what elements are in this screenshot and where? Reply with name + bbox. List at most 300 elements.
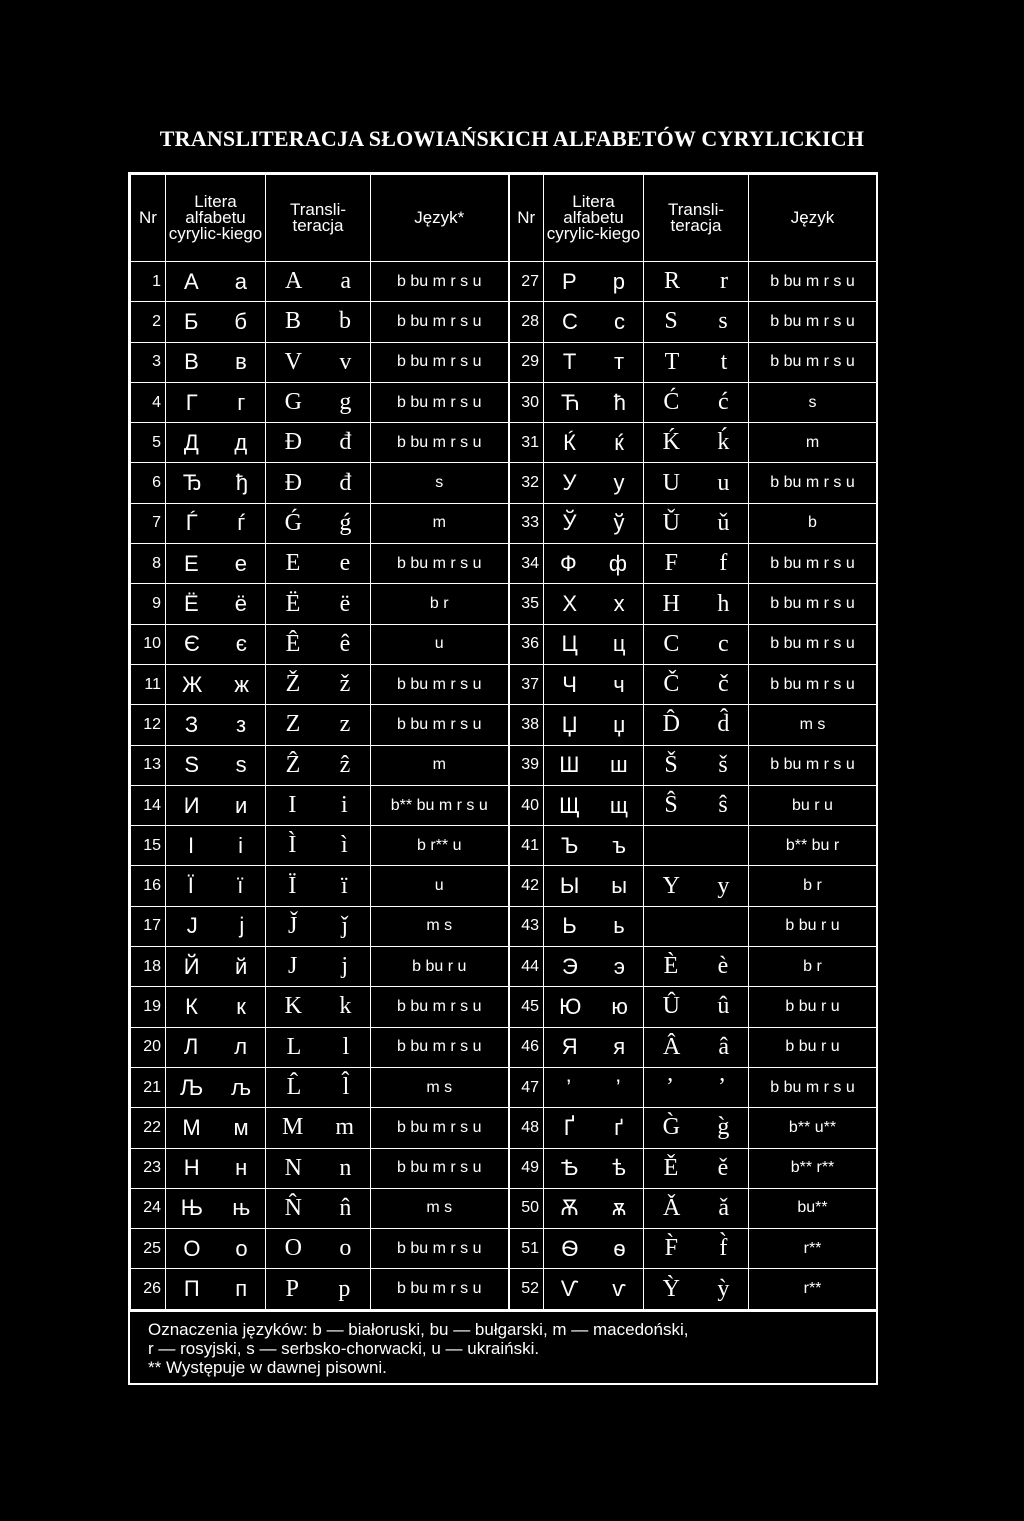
latin-upper: Š	[664, 751, 678, 778]
table-row	[131, 785, 877, 825]
latin-upper: Z	[285, 711, 301, 738]
latin-cell	[266, 826, 371, 866]
language-cell-right: b** bu r	[749, 826, 877, 866]
cyrillic-upper: Щ	[559, 792, 580, 818]
row-number-right: 49	[509, 1148, 544, 1188]
latin-upper: V	[284, 348, 302, 375]
latin-cell-right	[644, 664, 749, 704]
row-number-right: 36	[509, 624, 544, 664]
cyrillic-lower: ґ	[614, 1114, 624, 1140]
latin-upper: U	[662, 469, 680, 496]
cyrillic-upper: Ф	[560, 550, 577, 576]
latin-lower: ḱ	[717, 429, 730, 456]
language-cell-right: b bu m r s u	[749, 584, 877, 624]
cyrillic-cell	[166, 503, 266, 543]
latin-lower: u	[717, 469, 730, 496]
table-row	[131, 1148, 877, 1188]
latin-upper: E	[285, 550, 301, 577]
latin-upper: P	[285, 1275, 300, 1302]
cyrillic-upper: Э	[561, 953, 578, 979]
cyrillic-lower: д	[234, 429, 248, 455]
latin-cell	[266, 866, 371, 906]
cyrillic-lower: ѣ	[612, 1155, 626, 1181]
cyrillic-lower: п	[235, 1276, 248, 1302]
row-number-right: 31	[509, 423, 544, 463]
latin-lower: c	[718, 630, 729, 657]
legend-line-3: ** Występuje w dawnej pisowni.	[148, 1357, 387, 1377]
table-row	[131, 947, 877, 987]
latin-upper: Ë	[285, 590, 301, 617]
cyrillic-lower: е	[234, 550, 247, 576]
language-cell-right: r**	[749, 1229, 877, 1269]
row-number-right: 39	[509, 745, 544, 785]
row-number-right: 33	[509, 503, 544, 543]
cyrillic-lower: ј	[239, 913, 245, 939]
cyrillic-cell	[166, 382, 266, 422]
row-number-right: 38	[509, 705, 544, 745]
row-number: 20	[131, 1027, 166, 1067]
row-number: 7	[131, 503, 166, 543]
latin-lower: i	[340, 792, 348, 818]
latin-upper: Ě	[663, 1154, 679, 1181]
table-row	[131, 1269, 877, 1309]
cyrillic-upper: Ѣ	[561, 1155, 579, 1181]
cyrillic-upper: С	[562, 308, 578, 334]
row-number: 16	[131, 866, 166, 906]
language-cell-right: b bu m r s u	[749, 745, 877, 785]
latin-lower: ǰ	[341, 912, 348, 939]
row-number: 4	[131, 382, 166, 422]
latin-lower: è	[717, 953, 729, 980]
latin-lower: o	[339, 1235, 352, 1262]
transliteration-grid	[130, 174, 877, 1310]
language-cell: b bu m r s u	[371, 342, 509, 382]
latin-upper: A	[285, 268, 303, 295]
cyrillic-cell-right	[544, 664, 644, 704]
language-cell-right: b bu m r s u	[749, 342, 877, 382]
language-cell-right: b bu r u	[749, 1027, 877, 1067]
cyrillic-cell	[166, 544, 266, 584]
latin-upper: Ǎ	[663, 1194, 681, 1221]
latin-lower: m	[335, 1114, 354, 1141]
language-cell-right: b bu r u	[749, 906, 877, 946]
latin-lower: f̀	[719, 1235, 728, 1262]
cyrillic-lower: м	[233, 1114, 249, 1140]
language-cell-right: b** r**	[749, 1148, 877, 1188]
header-language-right: Język	[749, 175, 877, 262]
language-cell: b bu r u	[371, 947, 509, 987]
latin-lower: f	[719, 550, 728, 577]
table-row	[131, 544, 877, 584]
cyrillic-cell-right	[544, 866, 644, 906]
row-number: 23	[131, 1148, 166, 1188]
latin-upper: Ḱ	[662, 429, 680, 456]
cyrillic-lower: б	[234, 308, 247, 334]
cyrillic-lower: ѓ	[237, 510, 246, 536]
row-number-right: 45	[509, 987, 544, 1027]
cyrillic-cell-right	[544, 705, 644, 745]
latin-cell-right	[644, 785, 749, 825]
cyrillic-lower: ч	[613, 671, 625, 697]
row-number: 6	[131, 463, 166, 503]
row-number-right: 43	[509, 906, 544, 946]
cyrillic-lower: н	[235, 1155, 248, 1181]
language-cell-right: b r	[749, 947, 877, 987]
cyrillic-upper: И	[183, 792, 200, 818]
latin-lower: b	[338, 308, 351, 335]
language-cell: b bu m r s u	[371, 664, 509, 704]
latin-lower: n̂	[339, 1194, 352, 1221]
cyrillic-upper: О	[183, 1235, 201, 1261]
row-number: 12	[131, 705, 166, 745]
row-number-right: 34	[509, 544, 544, 584]
language-cell: m s	[371, 1188, 509, 1228]
latin-cell-right	[644, 705, 749, 745]
cyrillic-lower: ь	[613, 913, 625, 939]
latin-lower: e	[339, 550, 351, 577]
cyrillic-lower: і	[238, 832, 243, 858]
cyrillic-cell	[166, 906, 266, 946]
language-cell-right: r**	[749, 1269, 877, 1309]
latin-upper: Ï	[288, 872, 297, 899]
latin-upper: Û	[662, 993, 680, 1020]
cyrillic-cell	[166, 262, 266, 302]
row-number: 15	[131, 826, 166, 866]
latin-upper: L	[286, 1033, 302, 1060]
latin-cell	[266, 584, 371, 624]
row-number-right: 47	[509, 1067, 544, 1107]
cyrillic-lower: х	[613, 591, 625, 617]
language-cell: m s	[371, 906, 509, 946]
table-row	[131, 826, 877, 866]
latin-upper: Â	[663, 1033, 681, 1060]
language-cell-right: b bu m r s u	[749, 664, 877, 704]
latin-cell	[266, 463, 371, 503]
row-number-right: 51	[509, 1229, 544, 1269]
cyrillic-lower: ъ	[612, 832, 627, 858]
latin-lower: d̂	[717, 711, 730, 738]
row-number: 9	[131, 584, 166, 624]
latin-upper: Ǵ	[284, 509, 302, 536]
cyrillic-lower: т	[614, 349, 625, 375]
table-row	[131, 1188, 877, 1228]
latin-upper: Đ	[284, 469, 302, 496]
cyrillic-lower: з	[235, 711, 247, 737]
cyrillic-lower: ж	[234, 671, 249, 697]
latin-lower: a	[340, 268, 351, 295]
cyrillic-cell	[166, 705, 266, 745]
table-row	[131, 664, 877, 704]
cyrillic-lower: ђ	[235, 470, 249, 496]
latin-cell	[266, 302, 371, 342]
row-number: 21	[131, 1067, 166, 1107]
cyrillic-cell-right	[544, 262, 644, 302]
latin-lower: ẑ	[339, 751, 351, 778]
cyrillic-upper: Я	[561, 1034, 578, 1060]
cyrillic-upper: Ч	[562, 671, 577, 697]
language-cell-right: b bu m r s u	[749, 1067, 877, 1107]
latin-lower: ì	[340, 832, 348, 859]
cyrillic-cell-right	[544, 584, 644, 624]
language-cell-right: bu r u	[749, 785, 877, 825]
latin-cell	[266, 1027, 371, 1067]
latin-lower: â	[718, 1033, 729, 1060]
row-number: 5	[131, 423, 166, 463]
latin-upper: G̀	[662, 1114, 680, 1141]
latin-upper: J	[287, 953, 298, 980]
language-cell: b** bu m r s u	[371, 785, 509, 825]
latin-cell	[266, 785, 371, 825]
cyrillic-lower: й	[234, 953, 248, 979]
row-number: 18	[131, 947, 166, 987]
row-number-right: 32	[509, 463, 544, 503]
cyrillic-upper: Ѓ	[185, 510, 198, 536]
row-number-right: 30	[509, 382, 544, 422]
latin-upper: Y	[662, 872, 680, 899]
latin-upper: M	[281, 1114, 304, 1141]
row-number-right: 48	[509, 1108, 544, 1148]
language-cell-right: b bu m r s u	[749, 262, 877, 302]
language-cell-right: s	[749, 382, 877, 422]
cyrillic-upper: І	[187, 832, 195, 858]
latin-upper: ’	[666, 1074, 674, 1101]
cyrillic-lower: а	[234, 268, 247, 294]
cyrillic-cell	[166, 947, 266, 987]
cyrillic-lower: ц	[612, 631, 626, 657]
cyrillic-cell	[166, 342, 266, 382]
cyrillic-upper: Ѵ	[560, 1276, 579, 1302]
latin-upper: B	[284, 308, 301, 335]
cyrillic-upper: З	[184, 711, 199, 737]
latin-cell-right	[644, 302, 749, 342]
cyrillic-upper: Б	[183, 308, 199, 334]
row-number: 2	[131, 302, 166, 342]
legend-line-1: Oznaczenia języków: b — białoruski, bu — bułgarski, m — macedoński,	[148, 1319, 689, 1339]
latin-cell-right	[644, 382, 749, 422]
cyrillic-cell	[166, 1269, 266, 1309]
cyrillic-upper: Љ	[179, 1074, 204, 1100]
latin-cell	[266, 382, 371, 422]
latin-upper: O	[284, 1235, 302, 1262]
cyrillic-cell-right	[544, 947, 644, 987]
cyrillic-cell	[166, 1108, 266, 1148]
language-cell: u	[371, 866, 509, 906]
row-number: 1	[131, 262, 166, 302]
row-number-right: 46	[509, 1027, 544, 1067]
latin-upper: C	[663, 630, 680, 657]
latin-lower: ǵ	[339, 509, 352, 536]
latin-cell-right	[644, 1027, 749, 1067]
cyrillic-upper: ’	[566, 1074, 572, 1100]
page-title: TRANSLITERACJA SŁOWIAŃSKICH ALFABETÓW CYRYLICKICH	[159, 126, 865, 151]
table-row	[131, 382, 877, 422]
row-number: 13	[131, 745, 166, 785]
row-number: 25	[131, 1229, 166, 1269]
language-cell: s	[371, 463, 509, 503]
cyrillic-lower: г	[237, 389, 246, 415]
header-row	[131, 175, 877, 262]
cyrillic-upper: Ј	[186, 913, 198, 939]
cyrillic-lower: с	[613, 308, 625, 334]
latin-upper: Ỳ	[662, 1275, 680, 1302]
language-cell: b bu m r s u	[371, 544, 509, 584]
latin-lower: č	[718, 671, 729, 698]
latin-upper: N	[284, 1154, 302, 1181]
cyrillic-upper: Ћ	[560, 389, 580, 415]
latin-upper: K	[284, 993, 302, 1020]
latin-cell-right	[644, 423, 749, 463]
cyrillic-cell	[166, 1188, 266, 1228]
cyrillic-cell-right	[544, 382, 644, 422]
cyrillic-upper: Ќ	[563, 429, 576, 455]
latin-cell-right	[644, 866, 749, 906]
latin-lower: n	[339, 1154, 352, 1181]
latin-lower: ć	[718, 389, 729, 416]
language-cell-right: b	[749, 503, 877, 543]
cyrillic-upper: В	[184, 349, 199, 375]
cyrillic-upper: Т	[562, 349, 577, 375]
latin-lower: ï	[340, 872, 348, 899]
cyrillic-cell-right	[544, 1229, 644, 1269]
latin-cell-right	[644, 947, 749, 987]
cyrillic-upper: Н	[183, 1155, 200, 1181]
cyrillic-lower: ў	[613, 510, 625, 536]
latin-cell-right	[644, 544, 749, 584]
latin-cell	[266, 423, 371, 463]
cyrillic-lower: и	[234, 792, 248, 818]
language-cell: m	[371, 503, 509, 543]
legend	[130, 1310, 876, 1383]
row-number-right: 35	[509, 584, 544, 624]
latin-cell	[266, 664, 371, 704]
latin-lower: đ	[339, 429, 352, 456]
latin-lower: ë	[339, 590, 351, 617]
cyrillic-upper: Ѳ	[561, 1235, 579, 1261]
header-nr: Nr	[131, 175, 166, 262]
latin-upper: Č	[663, 671, 680, 698]
latin-lower: s	[718, 308, 728, 335]
latin-cell	[266, 745, 371, 785]
latin-cell-right	[644, 503, 749, 543]
latin-upper: Ê	[285, 630, 301, 657]
cyrillic-cell-right	[544, 423, 644, 463]
row-number-right: 37	[509, 664, 544, 704]
language-cell-right: b** u**	[749, 1108, 877, 1148]
cyrillic-upper: Л	[183, 1034, 199, 1060]
latin-cell	[266, 624, 371, 664]
cyrillic-cell-right	[544, 463, 644, 503]
latin-upper: T	[664, 348, 680, 375]
cyrillic-cell	[166, 664, 266, 704]
latin-upper: D̂	[662, 711, 680, 738]
latin-upper: Ẑ	[285, 751, 301, 778]
row-number: 17	[131, 906, 166, 946]
row-number-right: 44	[509, 947, 544, 987]
row-number-right: 41	[509, 826, 544, 866]
latin-cell-right	[644, 1148, 749, 1188]
table-row	[131, 987, 877, 1027]
language-cell: b r	[371, 584, 509, 624]
latin-lower: k	[339, 993, 352, 1020]
header-transliteration-right: Transli-teracja	[644, 175, 749, 262]
cyrillic-cell-right	[544, 503, 644, 543]
table-row	[131, 1027, 877, 1067]
latin-lower: p	[338, 1275, 351, 1302]
latin-upper: L̂	[286, 1074, 302, 1101]
latin-lower: h	[717, 590, 730, 617]
cyrillic-upper: Ю	[559, 993, 582, 1019]
language-cell-right: b r	[749, 866, 877, 906]
cyrillic-lower: э	[613, 953, 625, 979]
latin-lower: ǎ	[718, 1194, 729, 1221]
language-cell: b bu m r s u	[371, 1269, 509, 1309]
table-row	[131, 584, 877, 624]
cyrillic-cell-right	[544, 1148, 644, 1188]
cyrillic-upper: Г	[185, 389, 198, 415]
language-cell: b bu m r s u	[371, 262, 509, 302]
cyrillic-upper: Ь	[562, 913, 577, 939]
latin-cell-right	[644, 987, 749, 1027]
row-number-right: 28	[509, 302, 544, 342]
latin-upper: Ž	[285, 671, 301, 698]
table-row	[131, 342, 877, 382]
cyrillic-lower: ћ	[613, 389, 626, 415]
cyrillic-cell	[166, 987, 266, 1027]
latin-upper: Ć	[663, 389, 680, 416]
latin-upper: F	[664, 550, 679, 577]
cyrillic-upper: Ў	[562, 510, 577, 536]
latin-upper: Ì	[288, 832, 297, 859]
cyrillic-cell	[166, 423, 266, 463]
table-row	[131, 705, 877, 745]
latin-upper: N̂	[284, 1194, 302, 1221]
cyrillic-lower: в	[235, 349, 247, 375]
latin-cell-right	[644, 745, 749, 785]
cyrillic-lower: ю	[611, 993, 628, 1019]
row-number: 19	[131, 987, 166, 1027]
table-row	[131, 503, 877, 543]
cyrillic-upper: Ц	[561, 631, 578, 657]
cyrillic-cell	[166, 745, 266, 785]
cyrillic-upper: Є	[183, 631, 200, 657]
cyrillic-upper: Џ	[561, 711, 578, 737]
cyrillic-lower: щ	[609, 792, 628, 818]
latin-cell	[266, 1148, 371, 1188]
cyrillic-upper: Д	[183, 429, 199, 455]
latin-upper: H	[662, 590, 680, 617]
table-row	[131, 1108, 877, 1148]
row-number: 8	[131, 544, 166, 584]
cyrillic-upper: Ґ	[563, 1114, 575, 1140]
language-cell-right: bu**	[749, 1188, 877, 1228]
legend-line-2: r — rosyjski, s — serbsko-chorwacki, u — ukraiński.	[148, 1338, 540, 1358]
language-cell: b bu m r s u	[371, 1229, 509, 1269]
cyrillic-lower: л	[234, 1034, 248, 1060]
cyrillic-cell	[166, 1148, 266, 1188]
latin-cell	[266, 544, 371, 584]
header-nr-right: Nr	[509, 175, 544, 262]
latin-cell-right	[644, 1269, 749, 1309]
latin-lower: z	[339, 711, 351, 738]
latin-lower: ž	[339, 671, 351, 698]
latin-lower: l	[342, 1033, 350, 1060]
latin-lower: ǔ	[717, 509, 730, 536]
cyrillic-lower: ё	[234, 591, 247, 617]
language-cell: b bu m r s u	[371, 705, 509, 745]
latin-upper: Ǔ	[662, 509, 680, 536]
cyrillic-cell	[166, 1067, 266, 1107]
cyrillic-cell-right	[544, 1108, 644, 1148]
